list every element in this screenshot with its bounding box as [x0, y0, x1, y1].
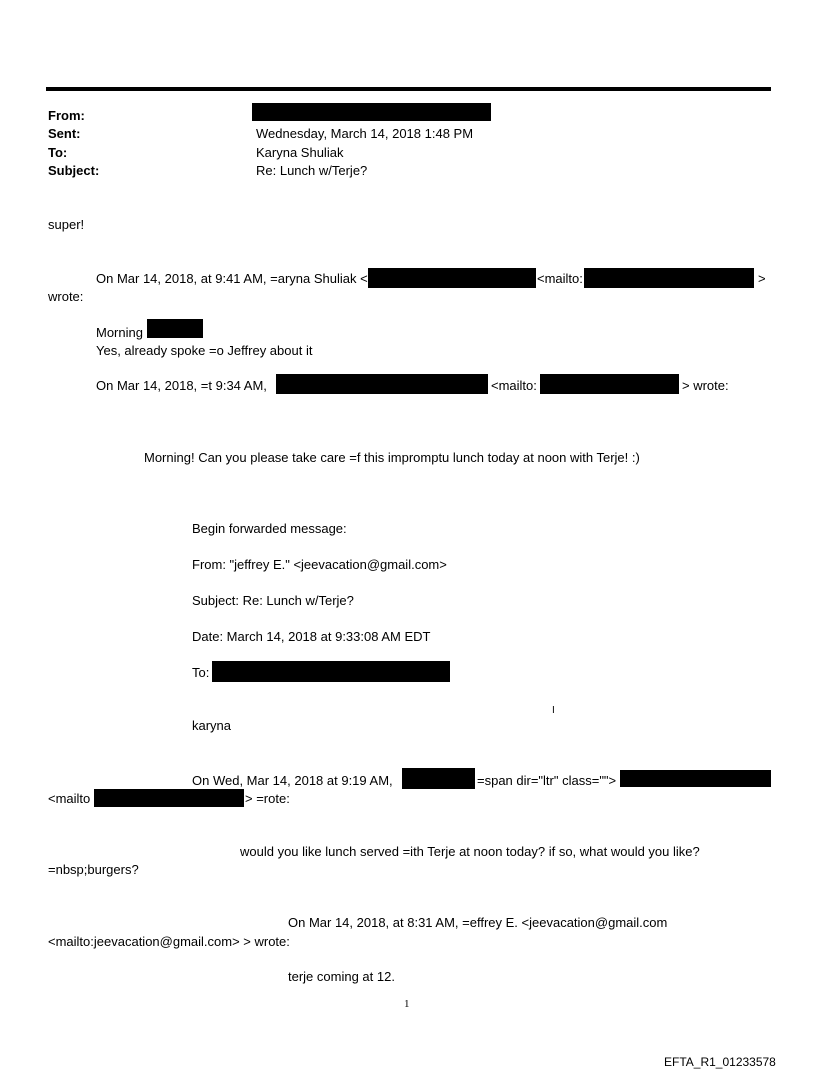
quote3-rote: > =rote:: [245, 791, 290, 806]
karyna-text: karyna: [192, 718, 232, 733]
lunch-question: would you like lunch served =ith Terje at noon today? if so, what would you like?: [240, 844, 700, 859]
from-label: From:: [48, 108, 85, 123]
stray-mark: I: [552, 705, 555, 716]
quote2-wrote: > wrote:: [682, 378, 729, 393]
already-text: Yes, already spoke =o Jeffrey about it: [96, 343, 313, 358]
morning-text: Morning: [96, 325, 143, 340]
quote1-mailto: <mailto:: [537, 271, 583, 286]
quote4-mailto: <mailto:jeevacation@gmail.com> > wrote:: [48, 934, 290, 949]
redaction-email-6: [94, 789, 244, 807]
forward-subject: Subject: Re: Lunch w/Terje?: [192, 593, 354, 608]
subject-label: Subject:: [48, 163, 100, 178]
document-id: EFTA_R1_01233578: [664, 1055, 776, 1069]
sent-label: Sent:: [48, 126, 81, 141]
reply-text: super!: [48, 217, 85, 232]
quote1-line: On Mar 14, 2018, at 9:41 AM, =aryna Shuliak <: [96, 271, 368, 286]
redaction-from: [252, 103, 491, 121]
quote2-line: On Mar 14, 2018, =t 9:34 AM,: [96, 378, 267, 393]
redaction-name-2: [402, 768, 475, 789]
forward-to-label: To:: [192, 665, 210, 680]
redaction-email-1: [368, 268, 536, 288]
redaction-email-5: [620, 770, 771, 787]
quote3-mailto: <mailto: [48, 791, 91, 806]
redaction-name-1: [147, 319, 203, 338]
forward-from: From: "jeffrey E." <jeevacation@gmail.com>: [192, 557, 447, 572]
quote3-line: On Wed, Mar 14, 2018 at 9:19 AM,: [192, 773, 393, 788]
forward-begin: Begin forwarded message:: [192, 521, 347, 536]
page-number: 1: [404, 998, 410, 1010]
sent-value: Wednesday, March 14, 2018 1:48 PM: [256, 126, 474, 141]
request-text: Morning! Can you please take care =f this impromptu lunch today at noon with Terje! :): [144, 450, 640, 465]
header-rule: [46, 87, 771, 91]
redaction-email-4: [540, 374, 679, 394]
quote3-span: =span dir="ltr" class="">: [477, 773, 617, 788]
to-value: Karyna Shuliak: [256, 145, 344, 160]
subject-value: Re: Lunch w/Terje?: [256, 163, 368, 178]
quote1-close: >: [758, 271, 766, 286]
quote2-mailto: <mailto:: [491, 378, 537, 393]
burgers-text: =nbsp;burgers?: [48, 862, 139, 877]
redaction-to: [212, 661, 450, 682]
redaction-email-2: [584, 268, 754, 288]
quote4-line: On Mar 14, 2018, at 8:31 AM, =effrey E. <jeevacation@gmail.com: [288, 915, 668, 930]
quote1-wrote: wrote:: [48, 289, 84, 304]
redaction-email-3: [276, 374, 488, 394]
terje-text: terje coming at 12.: [288, 969, 395, 984]
to-label: To:: [48, 145, 68, 160]
forward-date: Date: March 14, 2018 at 9:33:08 AM EDT: [192, 629, 431, 644]
